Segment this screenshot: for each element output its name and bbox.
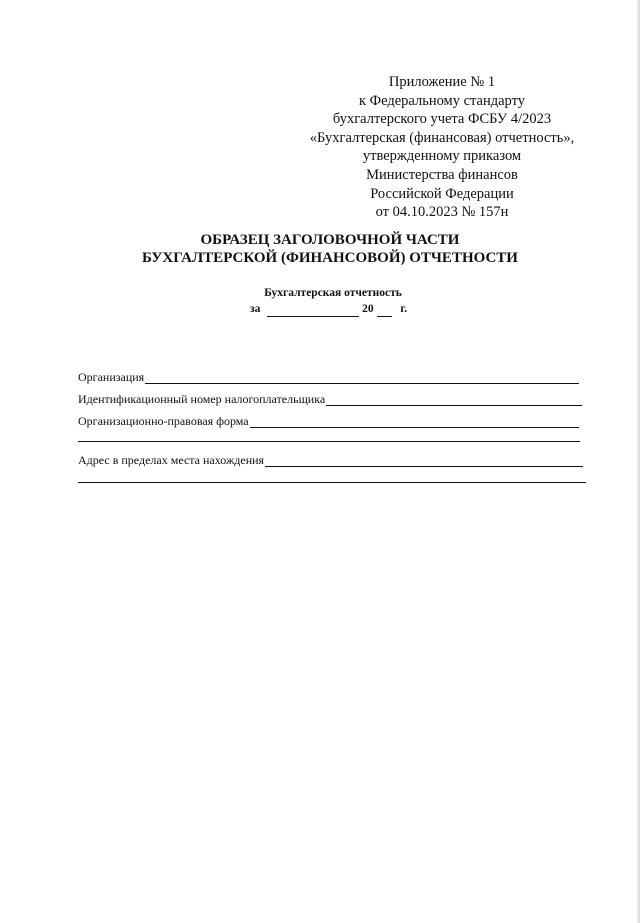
address-input-line[interactable] — [265, 454, 583, 467]
year-blank[interactable] — [377, 303, 392, 317]
scan-edge-shadow — [636, 0, 640, 923]
address-field — [78, 451, 583, 467]
inn-field — [78, 390, 582, 406]
document-title-line-1: ОБРАЗЕЦ ЗАГОЛОВОЧНОЙ ЧАСТИ — [200, 232, 460, 248]
organization-input-line[interactable] — [145, 371, 579, 384]
inn-label: Идентификационный номер налогоплательщика — [78, 392, 326, 406]
report-title: Бухгалтерская отчетность — [264, 287, 402, 299]
legal-form-continuation-line[interactable] — [78, 441, 580, 442]
legal-form-label: Организационно-правовая форма — [78, 414, 249, 428]
document-title — [80, 231, 580, 267]
organization-label: Организация — [78, 370, 145, 384]
legal-form-field — [78, 412, 579, 428]
inn-input-line[interactable] — [326, 393, 582, 406]
report-period — [250, 301, 407, 317]
year-suffix: г. — [400, 303, 408, 315]
appendix-line: Приложение № 1 — [388, 74, 496, 90]
appendix-line: Министерства финансов — [366, 166, 518, 183]
year-prefix: 20 — [362, 303, 374, 315]
appendix-block — [290, 73, 594, 222]
appendix-line: бухгалтерского учета ФСБУ 4/2023 — [332, 111, 552, 128]
organization-field — [78, 368, 579, 384]
appendix-line: утвержденному приказом — [362, 148, 522, 165]
appendix-line: «Бухгалтерская (финансовая) отчетность», — [309, 129, 575, 146]
address-label: Адрес в пределах места нахождения — [78, 453, 265, 467]
address-continuation-line[interactable] — [78, 482, 586, 483]
document-title-line-2: БУХГАЛТЕРСКОЙ (ФИНАНСОВОЙ) ОТЧЕТНОСТИ — [142, 250, 518, 266]
period-blank[interactable] — [267, 303, 359, 317]
appendix-line: Российской Федерации — [370, 185, 514, 202]
appendix-line: к Федеральному стандарту — [358, 92, 526, 109]
period-prefix: за — [250, 303, 261, 315]
appendix-line: от 04.10.2023 № 157н — [375, 204, 509, 221]
legal-form-input-line[interactable] — [250, 415, 579, 428]
